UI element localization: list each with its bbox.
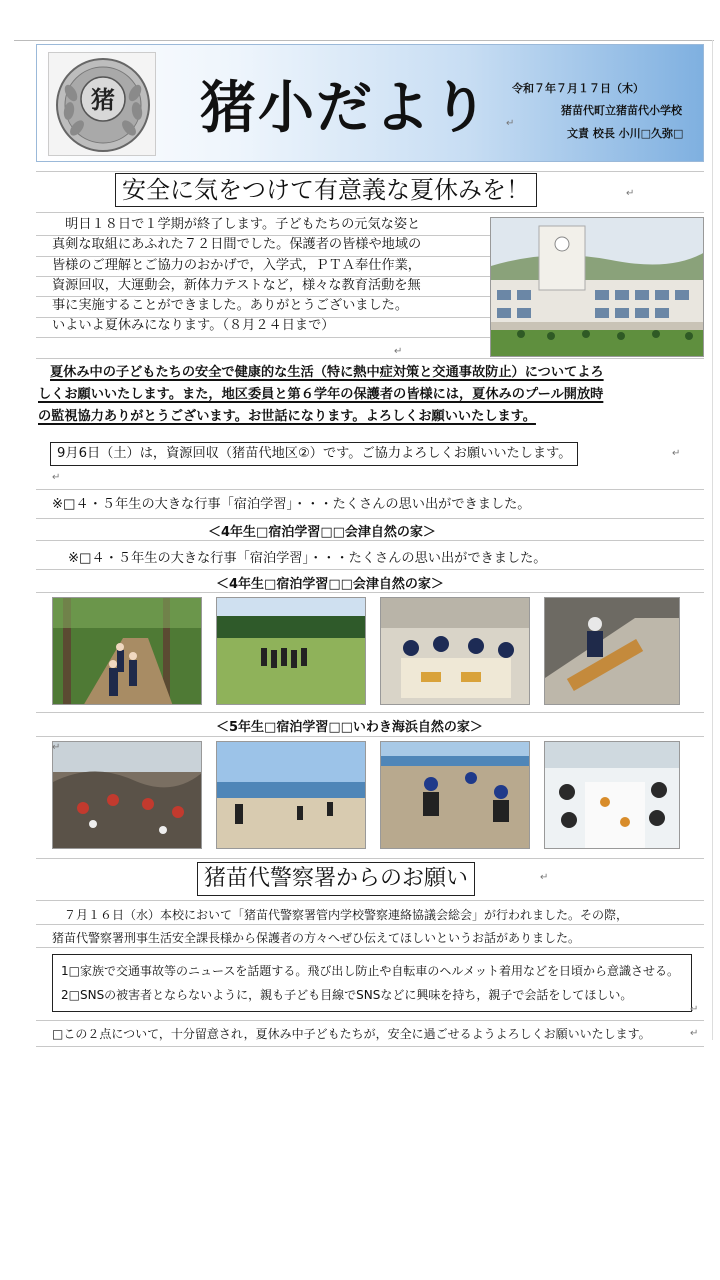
return-mark: ↵	[540, 872, 549, 883]
photo-cafeteria	[544, 741, 680, 849]
intro-paragraph	[52, 215, 421, 337]
return-mark: ↵	[690, 1028, 699, 1039]
safety-request	[50, 363, 604, 383]
masthead-title: 猪小だより	[200, 76, 490, 141]
police-request-box	[52, 954, 692, 1012]
rule-line	[36, 858, 704, 859]
dining-hall-image	[381, 598, 530, 705]
closing-note: □この２点について，十分留意され，夏休み中子どもたちが，安全に過ごせるようよろしくお願いいたします。	[52, 1027, 651, 1041]
rule-line	[36, 900, 704, 901]
paragraph-line: 明日１８日で１学期が終了します。子どもたちの元気な姿と	[52, 217, 421, 232]
rule-line	[36, 489, 704, 490]
caption-grade4: ＜4年生□宿泊学習□□会津自然の家＞	[208, 525, 436, 540]
rule-line	[36, 358, 704, 359]
school-building-image	[491, 218, 704, 357]
safety-line: 夏休み中の子どもたちの安全で健康的な生活（特に熱中症対策と交通事故防止）についてよろ	[50, 365, 604, 380]
rule-line	[36, 518, 704, 519]
return-mark: ↵	[672, 448, 681, 459]
return-mark: ↵	[52, 472, 61, 483]
svg-text:猪: 猪	[91, 86, 115, 114]
school-building-photo	[490, 217, 704, 357]
photo-washing-station	[544, 597, 680, 705]
issue-date: 令和７年７月１７日（木）	[512, 82, 644, 95]
photo-rocky-shore	[52, 741, 202, 849]
paragraph-line: 真剣な取組にあふれた７２日間でした。保護者の皆様や地域の	[52, 237, 422, 253]
photo-forest-hike	[52, 597, 202, 705]
page-edge-right	[712, 40, 713, 1040]
publisher: 猪苗代町立猪苗代小学校	[561, 104, 682, 117]
rule-line	[36, 212, 704, 213]
forest-hike-image	[53, 598, 202, 705]
washing-station-image	[545, 598, 680, 705]
paragraph-line: 皆様のご理解とご協力のおかげで，入学式，ＰＴＡ奉仕作業，	[52, 257, 421, 273]
request-item-2: 2□SNSの被害者とならないように，親も子ども目線でSNSなどに興味を持ち，親子で会話をしてほしい。	[61, 988, 633, 1002]
paragraph-line: いよいよ夏休みになります。（８月２４日まで）	[52, 318, 335, 334]
police-intro-line: ７月１６日（水）本校において「猪苗代警察署管内学校警察連絡協議会総会」が行われました。その際，	[52, 908, 629, 922]
return-mark: ↵	[52, 742, 61, 753]
rule-line	[36, 171, 704, 172]
photo-field-group	[216, 597, 366, 705]
trip-intro: ※□４・５年生の大きな行事「宿泊学習」・・・たくさんの思い出ができました。	[52, 497, 531, 512]
recycling-notice: 9月6日（土）は，資源回収（猪苗代地区②）です。ご協力よろしくお願いいたします。	[50, 442, 578, 466]
safety-line: の監視協力ありがとうございます。お世話になります。よろしくお願いいたします。	[38, 409, 536, 425]
sand-digging-image	[381, 742, 530, 849]
rule-line	[36, 1046, 704, 1047]
page-edge	[14, 40, 714, 41]
paragraph-line: 事に実施することができました。ありがとうございました。	[52, 298, 409, 314]
field-group-image	[217, 598, 366, 705]
safety-line: しくお願いいたします。また，地区委員と第６学年の保護者の皆様には，夏休みのプール開放時	[38, 387, 604, 402]
summer-heading: 安全に気をつけて有意義な夏休みを！	[115, 173, 537, 207]
rule-line	[36, 540, 704, 541]
rule-line	[36, 712, 704, 713]
police-intro	[52, 905, 628, 948]
rule-line	[36, 736, 704, 737]
school-seal-icon	[49, 53, 157, 157]
rule-line	[36, 1020, 704, 1021]
return-mark: ↵	[394, 346, 403, 357]
trip-intro-repeat: ※□４・５年生の大きな行事「宿泊学習」・・・たくさんの思い出ができました。	[68, 551, 547, 566]
photo-sand-digging	[380, 741, 530, 849]
photo-beach	[216, 741, 366, 849]
rocky-shore-image	[53, 742, 202, 849]
author-credit: 文責 校長 小川□久弥□	[567, 127, 684, 140]
caption-grade4-repeat: ＜4年生□宿泊学習□□会津自然の家＞	[216, 577, 444, 592]
photo-dining-hall	[380, 597, 530, 705]
caption-grade5: ＜5年生□宿泊学習□□いわき海浜自然の家＞	[216, 720, 483, 735]
return-mark: ↵	[626, 188, 635, 199]
safety-request-cont	[38, 385, 603, 428]
return-mark: ↵	[690, 1004, 699, 1015]
rule-line	[36, 592, 704, 593]
beach-image	[217, 742, 366, 849]
cafeteria-image	[545, 742, 680, 849]
police-intro-line: 猪苗代警察署刑事生活安全課長様から保護者の方々へぜひ伝えてほしいというお話がありました。	[52, 931, 581, 945]
paragraph-line: 資源回収，大運動会，新体力テストなど，様々な教育活動を無	[52, 277, 421, 293]
school-seal	[48, 52, 156, 156]
request-item-1: 1□家族で交通事故等のニュースを話題する。飛び出し防止や自転車のヘルメット着用などを日頃から意識させる。	[61, 964, 680, 978]
return-mark: ↵	[506, 118, 515, 129]
police-heading: 猪苗代警察署からのお願い	[197, 862, 475, 896]
